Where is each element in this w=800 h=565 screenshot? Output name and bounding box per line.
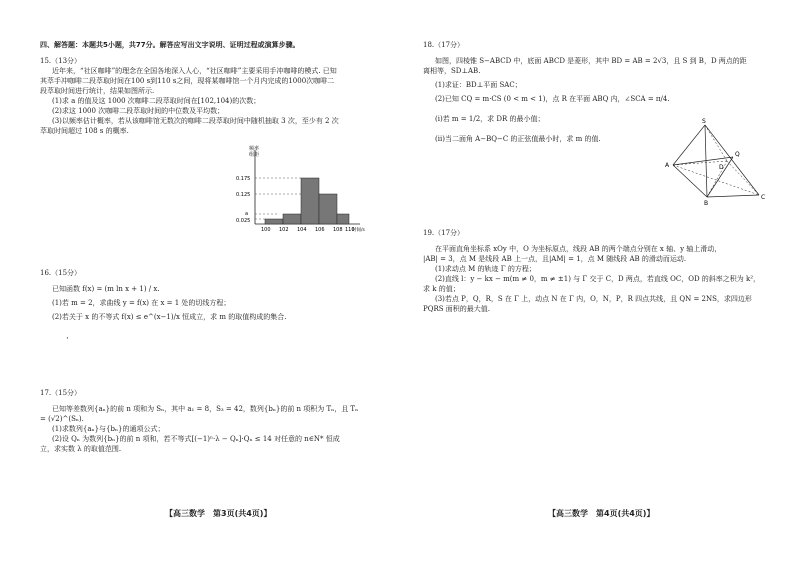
- edge-bc: [707, 195, 759, 197]
- section-header: 四、解答题：本题共5小题，共77分。解答应写出文字说明、证明过程或演算步骤。: [40, 41, 300, 49]
- label-c: C: [761, 194, 766, 201]
- q19-part-1: (1)求动点 M 的轨迹 Γ 的方程；: [435, 265, 536, 273]
- q16-line-1: 已知函数 f(x) = (m ln x + 1) / x.: [52, 285, 160, 293]
- q17-part-1: (1)求数列{aₙ}与{bₙ}的通项公式；: [52, 425, 165, 433]
- bar-106-108: [319, 194, 337, 224]
- label-s: S: [702, 118, 706, 125]
- q15-number: 15.（13分）: [40, 57, 82, 65]
- q17-number: 17.（15分）: [40, 389, 82, 397]
- q15-part-2: (2)求这 1000 次咖啡二段萃取时间的中位数及平均数；: [52, 107, 225, 115]
- edge-dc: [727, 161, 759, 195]
- pyramid-figure: [655, 117, 770, 207]
- q18-part-2i: (i)若 m = 1/2，求 DR 的最小值；: [435, 115, 545, 123]
- x-tick-102: 102: [279, 227, 289, 233]
- x-tick-100: 100: [261, 227, 271, 233]
- histogram-figure: [235, 144, 365, 234]
- q17-part-2-cont: 立，求实数 λ 的取值范围.: [40, 445, 122, 453]
- q17-line-1: 已知等差数列{aₙ}的前 n 项和为 Sₙ，其中 a₁ = 8，S₃ = 42，数列{bₙ}的前 n 项积为 Tₙ，且 Tₙ: [52, 405, 359, 413]
- footer-page-3: 【高三数学 第3页(共4页)】: [165, 509, 272, 518]
- label-a: A: [665, 162, 670, 169]
- q17-part-2: (2)设 Qₙ 为数列{bₙ}的前 n 项和，若不等式[(−1)ⁿ·λ − Qₙ]·Qₙ ≤ 14 对任意的 n∈N* 恒成: [52, 435, 340, 443]
- bar-108-110: [337, 214, 349, 224]
- bar-104-106: [301, 178, 319, 224]
- q16-part-1: (1)若 m = 2，求曲线 y = f(x) 在 x = 1 处的切线方程；: [52, 299, 231, 307]
- label-q: Q: [735, 151, 740, 158]
- q19-part-3: (3)若点 P，Q，R，S 在 Γ 上，动点 N 在 Γ 内，O，N，P，R 四点共线，且 QN = 2NS，求四边形: [435, 295, 752, 303]
- bar-100-102: [265, 219, 283, 224]
- x-tick-108: 108: [333, 227, 343, 233]
- segment-aq: [673, 157, 733, 165]
- y-tick-0025: 0.025: [236, 218, 251, 224]
- label-b: B: [704, 200, 709, 207]
- q15-part-3-cont: 萃取时间超过 108 s 的概率.: [40, 127, 129, 135]
- q19-part-2: (2)直线 l：y − kx − m(m ≠ 0，m ≠ ±1) 与 Γ 交于 C，D 两点，若直线 OC，OD 的斜率之积为 k²，: [435, 275, 761, 283]
- q15-part-3: (3)以频率估计概率，若从该咖啡馆无数次的咖啡二段萃取时间中随机抽取 3 次，至少有 2 次: [52, 117, 339, 125]
- left-page-column: [40, 40, 395, 454]
- y-tick-a: a: [245, 211, 249, 217]
- y-label-bottom: 组距: [249, 152, 260, 158]
- label-d: D: [719, 164, 724, 171]
- segment-bq: [707, 157, 733, 197]
- footer-page-4: 【高三数学 第4页(共4页)】: [548, 509, 655, 518]
- q18-part-1: (1)求证：BD⊥平面 SAC；: [435, 81, 522, 89]
- q16-part-2: (2)若关于 x 的不等式 f(x) ≤ e^(x−1)/x 恒成立，求 m 的取值构成的集合.: [52, 313, 287, 321]
- edge-ab: [673, 165, 707, 197]
- q19-line-1: 在平面直角坐标系 xOy 中，O 为坐标原点，线段 AB 的两个端点分别在 x 轴、y 轴上滑动，: [435, 245, 722, 253]
- edge-sa: [673, 125, 705, 165]
- stray-mark: ·: [66, 334, 69, 344]
- q17-line-2: = (√2)^(Sₙ).: [40, 415, 84, 423]
- y-label-top: 频率: [249, 146, 260, 152]
- x-tick-106: 106: [315, 227, 325, 233]
- y-tick-0125: 0.125: [236, 192, 251, 198]
- edge-sd: [705, 125, 727, 161]
- x-tick-110: 110: [345, 227, 355, 233]
- q18-part-2: (2)已知 CQ = m·CS (0 < m < 1)，点 R 在平面 ABQ 内，∠SCA = π/4.: [435, 95, 670, 103]
- q15-line-2: 其萃手冲咖啡二段萃取时间在100 s到110 s之间，现将某咖啡馆一个月内完成的1000次咖啡二: [40, 77, 335, 85]
- q19-number: 19.（17分）: [423, 229, 465, 237]
- q18-number: 18.（17分）: [423, 41, 465, 49]
- q15-line-1: 近年来，“社区咖啡”的理念在全国各地深入人心，“社区咖啡”主要采用手冲咖啡的模式. 已知: [52, 67, 337, 75]
- q18-part-2ii: (ii)当二面角 A−BQ−C 的正弦值最小时，求 m 的值.: [435, 135, 601, 143]
- x-axis-label: 时间/s: [352, 228, 365, 233]
- q18-line-2: 离相等，SD⊥AB.: [423, 67, 481, 75]
- diag-ac: [673, 165, 759, 195]
- q19-part-2-cont: 求 k 的值；: [423, 285, 460, 293]
- diag-bd: [707, 161, 727, 197]
- q18-line-1: 如图，四棱锥 S−ABCD 中，底面 ABCD 是菱形，其中 BD = AB = 2√3，且 S 到 B，D 两点的距: [435, 57, 747, 65]
- y-tick-0175: 0.175: [236, 176, 251, 182]
- q19-line-2: |AB| = 3，点 M 是线段 AB 上一点，且|AM| = 1，点 M 随线段 AB 的滑动而运动.: [423, 255, 687, 263]
- q15-part-1: (1)求 a 的值及这 1000 次咖啡二段萃取时间在[102,104)的次数；: [52, 97, 261, 105]
- q15-line-3: 段萃取时间进行统计，结果如图所示.: [40, 87, 155, 95]
- q16-number: 16.（15分）: [40, 269, 82, 277]
- bar-102-104: [283, 214, 301, 224]
- q19-part-3-cont: PQRS 面积的最大值.: [423, 305, 490, 313]
- x-tick-104: 104: [297, 227, 307, 233]
